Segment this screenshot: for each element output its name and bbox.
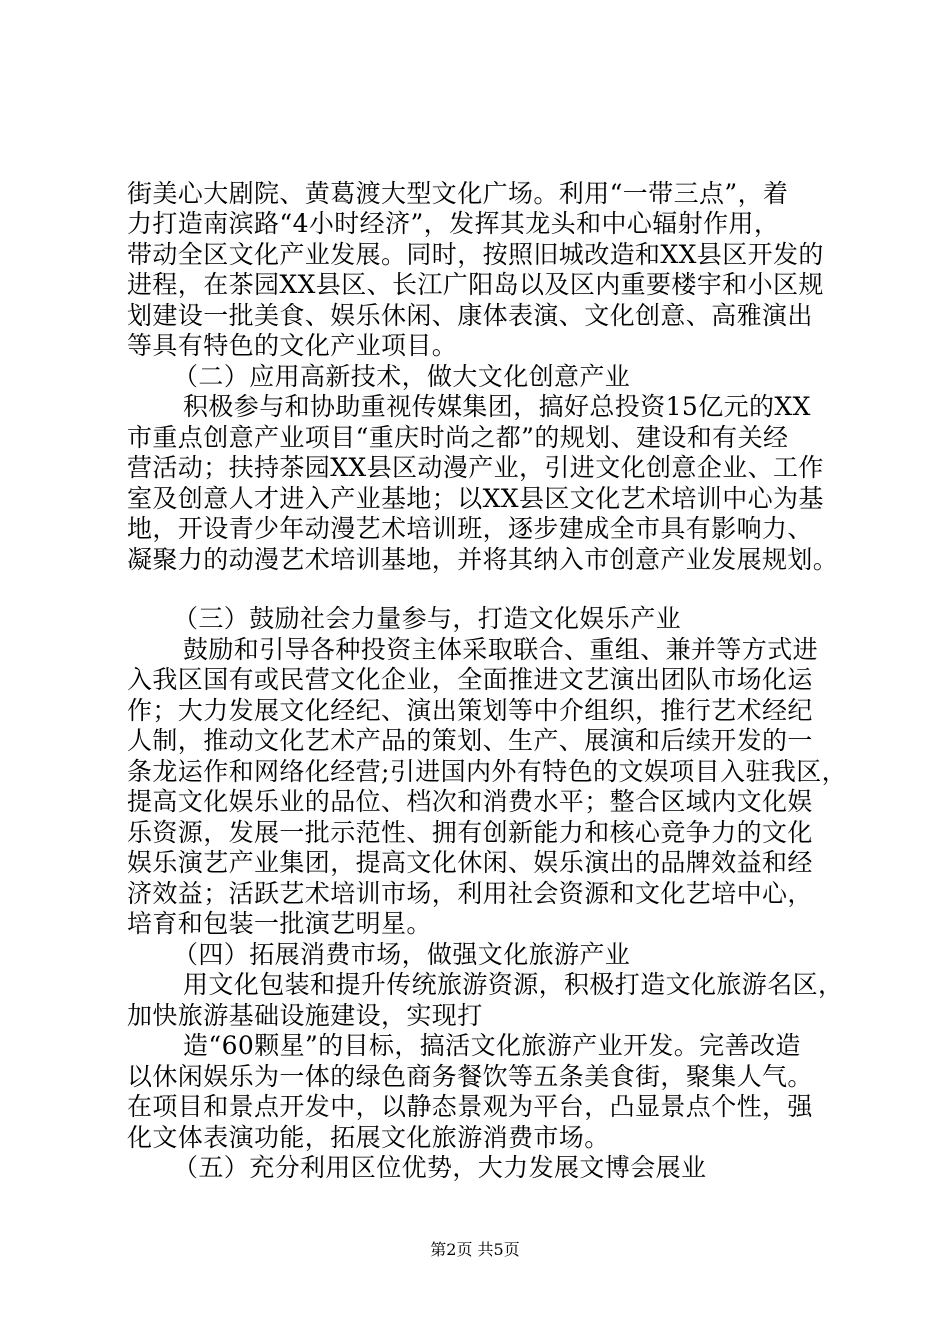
text-line-3: 带动全区文化产业发展。同时，按照旧城改造和XX县区开发的: [127, 240, 824, 269]
text-line-26: 用文化包装和提升传统旅游资源，积极打造文化旅游名区，: [183, 970, 844, 999]
text-line-10: 营活动；扶持茶园XX县区动漫产业，引进文化创意企业、工作: [127, 453, 824, 482]
text-line-17: 作；大力发展文化经纪、演出策划等中介组织，推行艺术经纪: [127, 696, 813, 725]
text-line-16: 入我区国有或民营文化企业，全面推进文艺演出团队市场化运: [127, 665, 813, 694]
section-heading-4: （四）拓展消费市场，做强文化旅游产业: [173, 940, 631, 969]
text-line-1: 街美心大剧院、黄葛渡大型文化广场。利用“一带三点”，着: [127, 179, 789, 208]
text-line-31: 化文体表演功能，拓展文化旅游消费市场。: [127, 1123, 610, 1152]
text-line-23: 济效益；活跃艺术培训市场，利用社会资源和文化艺培中心，: [127, 879, 813, 908]
text-line-27: 加快旅游基础设施建设，实现打: [127, 1001, 483, 1030]
text-line-11: 室及创意人才进入产业基地；以XX县区文化艺术培训中心为基: [127, 484, 824, 513]
text-line-19: 条龙运作和网络化经营;引进国内外有特色的文娱项目入驻我区，: [127, 757, 848, 786]
text-line-28: 造“60颗星”的目标，搞活文化旅游产业开发。完善改造: [183, 1031, 801, 1060]
section-heading-3: （三）鼓励社会力量参与，打造文化娱乐产业: [173, 604, 682, 633]
text-line-21: 乐资源，发展一批示范性、拥有创新能力和核心竞争力的文化: [127, 818, 813, 847]
text-line-4: 进程，在茶园XX县区、长江广阳岛以及区内重要楼宇和小区规: [127, 270, 824, 299]
text-line-2: 力打造南滨路“4小时经济”，发挥其龙头和中心辐射作用，: [127, 209, 780, 238]
section-heading-5: （五）充分利用区位优势，大力发展文博会展业: [173, 1153, 707, 1182]
text-line-20: 提高文化娱乐业的品位、档次和消费水平；整合区域内文化娱: [127, 787, 813, 816]
text-line-24: 培育和包装一批演艺明星。: [127, 909, 432, 938]
text-line-5: 划建设一批美食、娱乐休闲、康体表演、文化创意、高雅演出: [127, 301, 813, 330]
text-line-29: 以休闲娱乐为一体的绿色商务餐饮等五条美食街，聚集人气。: [127, 1062, 813, 1091]
text-line-12: 地，开设青少年动漫艺术培训班，逐步建成全市具有影响力、: [127, 514, 813, 543]
page-number-footer: 第2页 共5页: [430, 1240, 520, 1259]
text-line-8: 积极参与和协助重视传媒集团，搞好总投资15亿元的XX: [183, 392, 811, 421]
text-line-22: 娱乐演艺产业集团，提高文化休闲、娱乐演出的品牌效益和经: [127, 848, 813, 877]
text-line-30: 在项目和景点开发中，以静态景观为平台，凸显景点个性，强: [127, 1092, 813, 1121]
text-line-18: 人制，推动文化艺术产品的策划、生产、展演和后续开发的一: [127, 726, 813, 755]
text-line-9: 市重点创意产业项目“重庆时尚之都”的规划、建设和有关经: [127, 423, 789, 452]
text-line-15: 鼓励和引导各种投资主体采取联合、重组、兼并等方式进: [183, 635, 819, 664]
section-heading-2: （二）应用高新技术，做大文化创意产业: [173, 362, 631, 391]
text-line-6: 等具有特色的文化产业项目。: [127, 331, 458, 360]
text-line-13: 凝聚力的动漫艺术培训基地，并将其纳入市创意产业发展规划。: [127, 545, 839, 574]
